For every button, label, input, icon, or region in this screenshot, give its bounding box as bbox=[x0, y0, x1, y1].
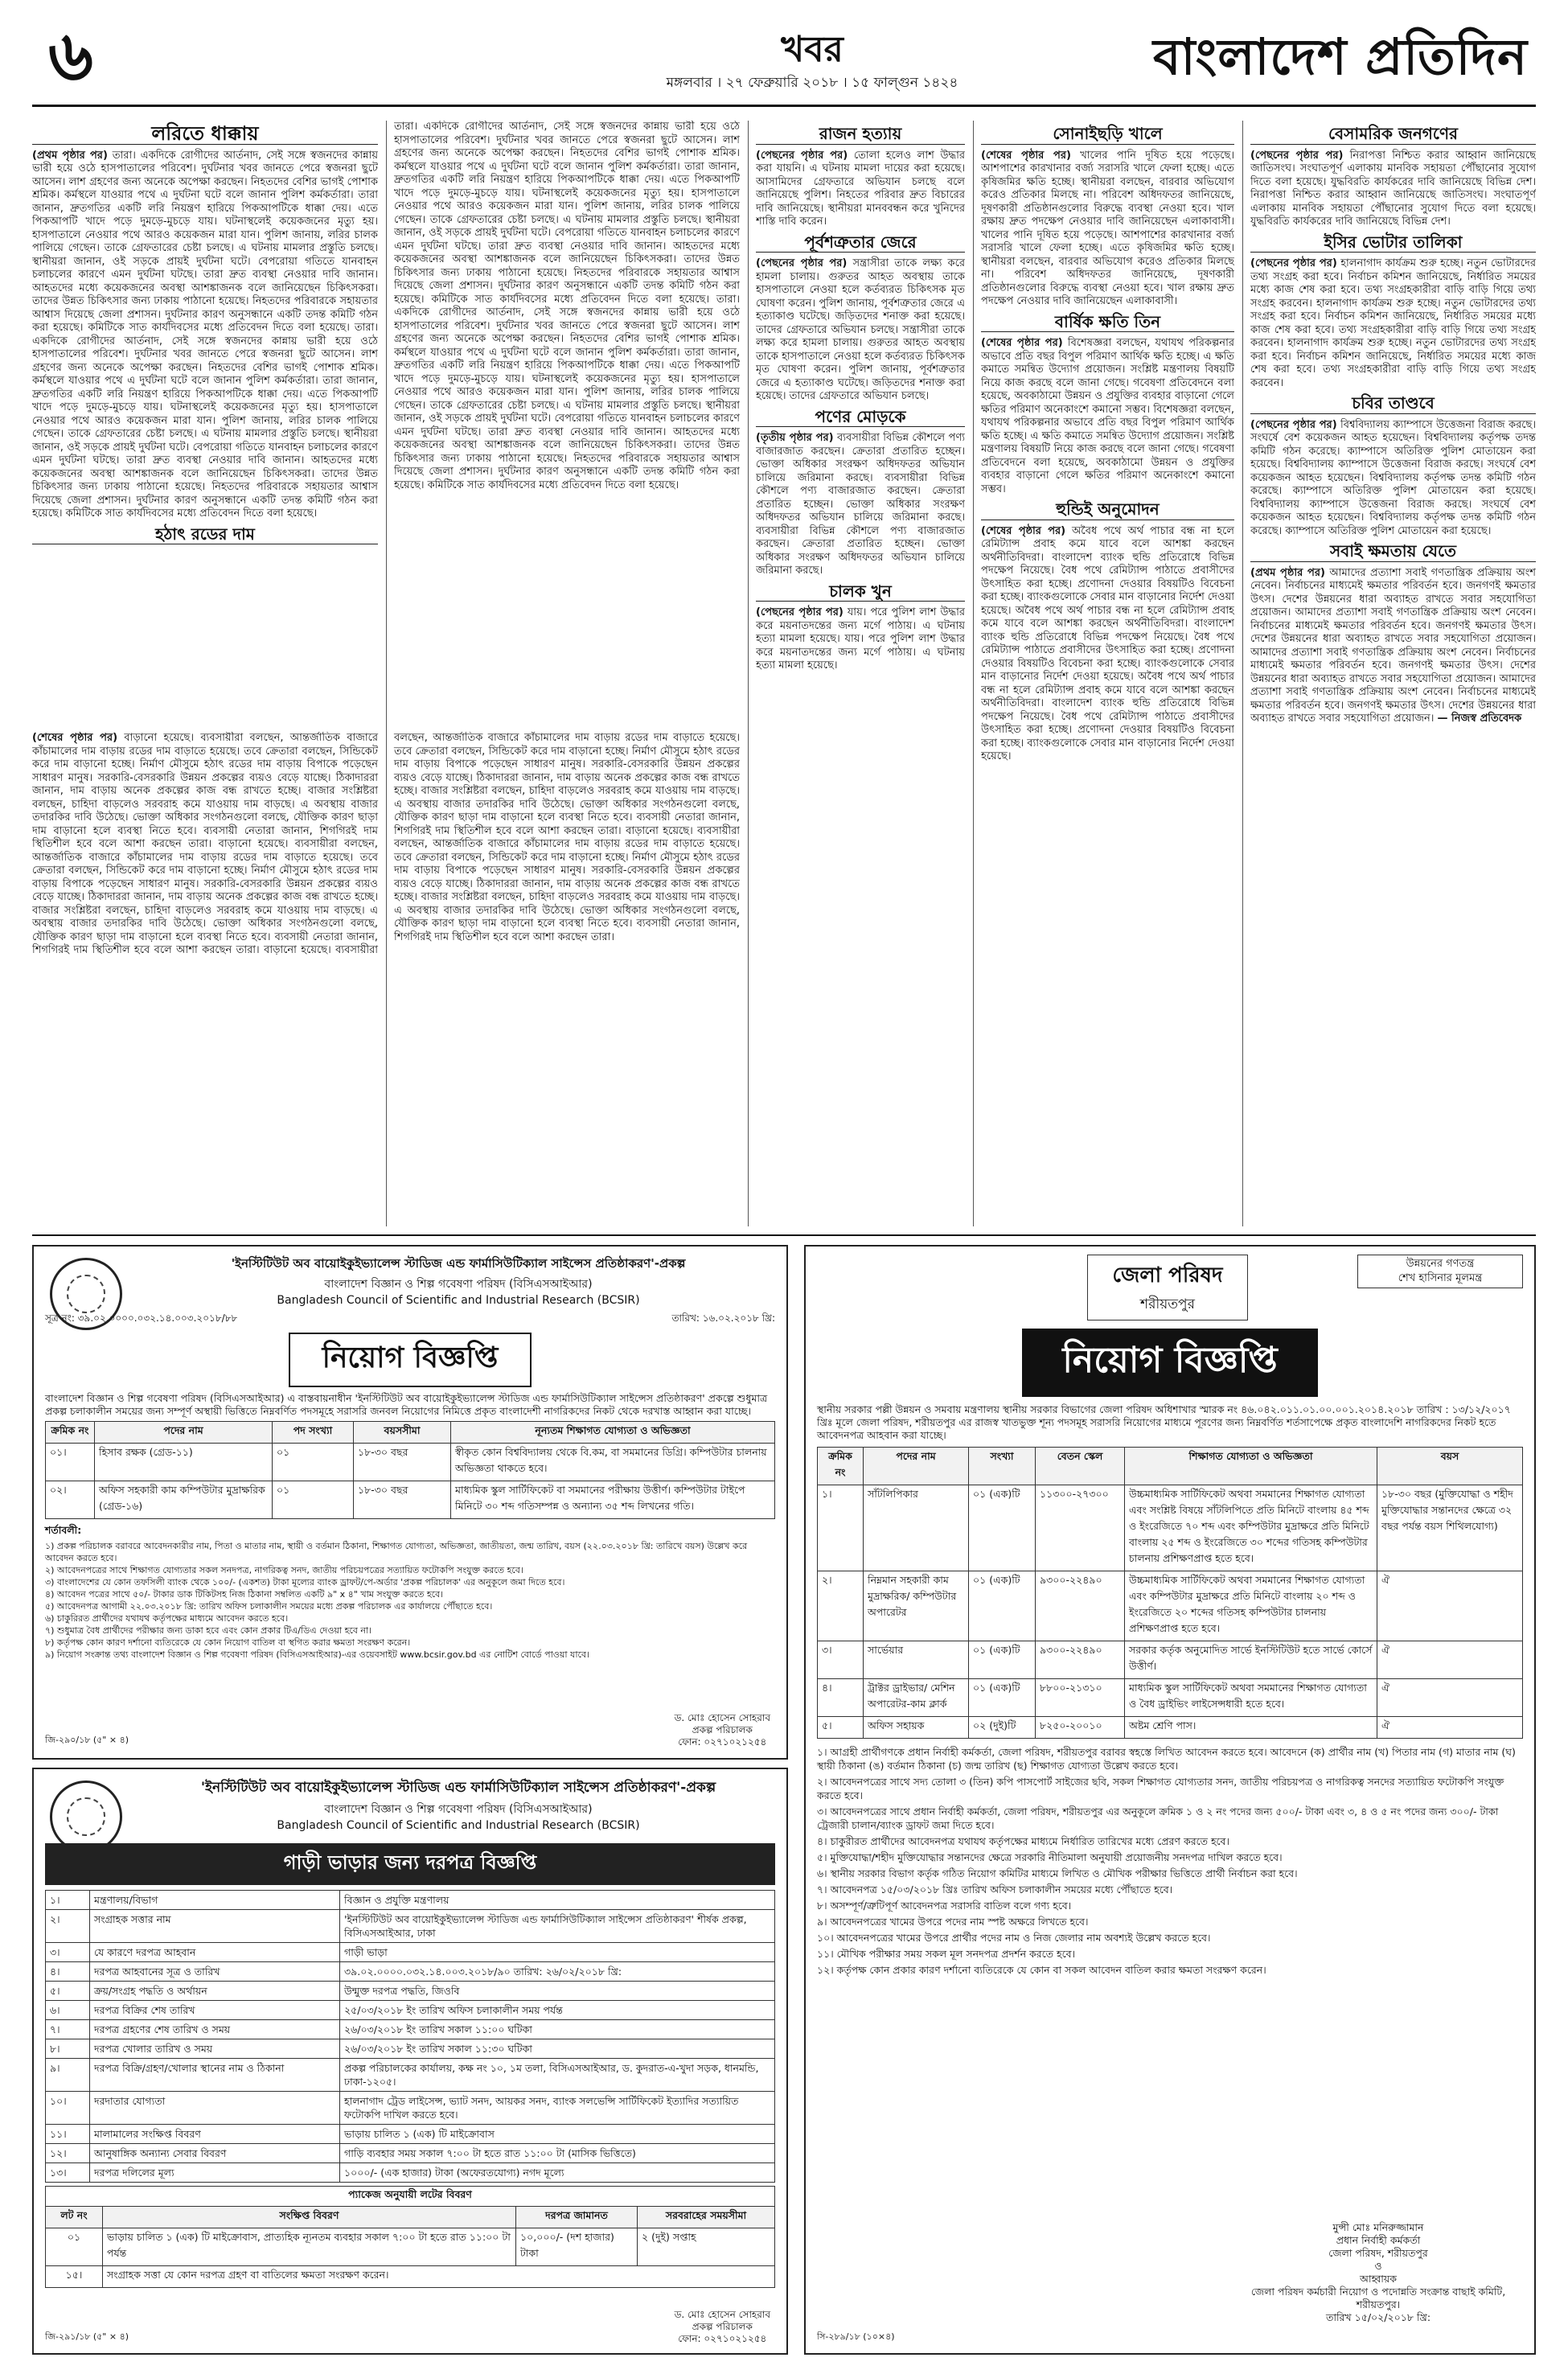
org-subtitle: বাংলাদেশ বিজ্ঞান ও শিল্প গবেষণা পরিষদ (বিসিএসআইআর) bbox=[324, 1278, 593, 1291]
table-cell: ৪। bbox=[46, 1962, 90, 1982]
article-body: (পেছনের পৃষ্ঠার পর) হালনাগাদ কার্যক্রম শুরু হচ্ছে। নতুন ভোটারদের তথ্য সংগ্রহ করা হবে। নির্বাচন কমিশন জানিয়েছে, নির্ধারিত সময়ের মধ্যে কাজ শেষ করা হবে। তথ্য সংগ্রহকারীরা বাড়ি বাড়ি গিয়ে তথ্য সংগ্রহ করবেন। হালনাগাদ কার্যক্রম শুরু হচ্ছে। নতুন ভোটারদের তথ্য সংগ্রহ করা হবে। নির্বাচন কমিশন জানিয়েছে, নির্ধারিত সময়ের মধ্যে কাজ শেষ করা হবে। তথ্য সংগ্রহকারীরা বাড়ি বাড়ি গিয়ে তথ্য সংগ্রহ করবেন। হালনাগাদ কার্যক্রম শুরু হচ্ছে। নতুন ভোটারদের তথ্য সংগ্রহ করা হবে। নির্বাচন কমিশন জানিয়েছে, নির্ধারিত সময়ের মধ্যে কাজ শেষ করা হবে। তথ্য সংগ্রহকারীরা বাড়ি বাড়ি গিয়ে তথ্য সংগ্রহ করবেন। bbox=[1250, 257, 1536, 389]
article-headline: পূর্বশত্রুতার জেরে bbox=[756, 234, 965, 253]
table-cell: ০১ (এক)টি bbox=[969, 1485, 1036, 1571]
org-english-name: Bangladesh Council of Scientific and Industrial Research (BCSIR) bbox=[277, 1819, 640, 1832]
table-cell: ১০০০/- (এক হাজার) টাকা (অফেরতযোগ্য) নগদ মূল্যে bbox=[340, 2163, 775, 2183]
signer-name: মুন্সী মোঃ মনিরুজ্জামান bbox=[1332, 2221, 1424, 2233]
table-row bbox=[818, 1717, 1523, 1739]
table-cell: ৫। bbox=[46, 1982, 90, 2001]
table-header: ক্রমিক নং bbox=[818, 1448, 864, 1485]
lot-title: প্যাকেজ অনুযায়ী লটের বিবরণ bbox=[45, 2186, 775, 2206]
article-headline: চালক খুন bbox=[756, 583, 965, 602]
table-cell: ঐ bbox=[1377, 1679, 1523, 1717]
issue-date: মঙ্গলবার । ২৭ ফেব্রুয়ারি ২০১৮ । ১৫ ফাল্গুন ১৪২৪ bbox=[666, 75, 958, 91]
table-cell: ০১ (এক)টি bbox=[969, 1679, 1036, 1717]
ad-reference: জি-২৯১/১৮ (৫" × ৪) bbox=[45, 2331, 129, 2342]
signature-block bbox=[675, 1712, 770, 1748]
table-cell: ১। bbox=[818, 1485, 864, 1571]
column-4 bbox=[981, 121, 1234, 1226]
table-cell: নিম্নমান সহকারী কাম মুদ্রাক্ষরিক/ কম্পিউটার অপারেটর bbox=[864, 1571, 969, 1641]
table-header: সংখ্যা bbox=[969, 1448, 1036, 1485]
signer-phone: ফোন: ০২৭১০২১২৫৪ bbox=[678, 2333, 767, 2344]
job-advertisement-bcsir bbox=[32, 1245, 788, 1760]
table-cell: ৮২৫০-২০০১০ bbox=[1036, 1717, 1125, 1739]
table-cell: প্রকল্প পরিচালকের কার্যালয়, কক্ষ নং ১০, ১ম তলা, বিসিএসআইআর, ড. কুদরাত-এ-খুদা সড়ক, ধানমন্ডি, ঢাকা-১২০৫। bbox=[340, 2059, 775, 2092]
ad-reference: সি-২৮৯/১৮ (১০×৪) bbox=[817, 2331, 895, 2342]
table-cell: গাড়ি ব্যবহার সময় সকাল ৭:০০ টা হতে রাত ১১:০০ টা (মাসিক ভিত্তিতে) bbox=[340, 2144, 775, 2163]
table-cell: বিজ্ঞান ও প্রযুক্তি মন্ত্রণালয় bbox=[340, 1891, 775, 1910]
signer-role: আহ্বায়ক bbox=[1360, 2273, 1397, 2285]
table-cell: ট্রাক্টর ড্রাইভার/ মেশিন অপারেটর-কাম ক্লার্ক bbox=[864, 1679, 969, 1717]
article-body: (পেছনের পৃষ্ঠার পর) বিশ্ববিদ্যালয় ক্যাম্পাসে উত্তেজনা বিরাজ করছে। সংঘর্ষে বেশ কয়েকজন আহত হয়েছেন। বিশ্ববিদ্যালয় কর্তৃপক্ষ তদন্ত কমিটি গঠন করেছে। ক্যাম্পাসে অতিরিক্ত পুলিশ মোতায়েন করা হয়েছে। বিশ্ববিদ্যালয় ক্যাম্পাসে উত্তেজনা বিরাজ করছে। সংঘর্ষে বেশ কয়েকজন আহত হয়েছেন। বিশ্ববিদ্যালয় কর্তৃপক্ষ তদন্ত কমিটি গঠন করেছে। ক্যাম্পাসে অতিরিক্ত পুলিশ মোতায়েন করা হয়েছে। বিশ্ববিদ্যালয় ক্যাম্পাসে উত্তেজনা বিরাজ করছে। সংঘর্ষে বেশ কয়েকজন আহত হয়েছেন। বিশ্ববিদ্যালয় কর্তৃপক্ষ তদন্ত কমিটি গঠন করেছে। ক্যাম্পাসে অতিরিক্ত পুলিশ মোতায়েন করা হয়েছে। bbox=[1250, 418, 1536, 537]
condition-item: ২। আবেদনপত্রের সাথে সদ্য তোলা ৩ (তিন) কপি পাসপোর্ট সাইজের ছবি, সকল শিক্ষাগত যোগ্যতার সনদ, জাতীয় পরিচয়পত্র ও নাগরিকত্ব সনদের সত্যায়িত ফটোকপি সংযুক্ত করতে হবে। bbox=[817, 1776, 1504, 1801]
article-body: (শেষের পৃষ্ঠার পর) খালের পানি দূষিত হয়ে পড়েছে। আশপাশের কারখানার বর্জ্য সরাসরি খালে ফেলা হচ্ছে। এতে কৃষিজমির ক্ষতি হচ্ছে। স্থানীয়রা বলছেন, বারবার অভিযোগ করেও প্রতিকার মিলছে না। পরিবেশ অধিদফতর জানিয়েছে, দূষণকারী প্রতিষ্ঠানগুলোর বিরুদ্ধে ব্যবস্থা নেওয়া হবে। খাল রক্ষায় দ্রুত পদক্ষেপ নেওয়ার দাবি জানিয়েছেন এলাকাবাসী। খালের পানি দূষিত হয়ে পড়েছে। আশপাশের কারখানার বর্জ্য সরাসরি খালে ফেলা হচ্ছে। এতে কৃষিজমির ক্ষতি হচ্ছে। স্থানীয়রা বলছেন, বারবার অভিযোগ করেও প্রতিকার মিলছে না। পরিবেশ অধিদফতর জানিয়েছে, দূষণকারী প্রতিষ্ঠানগুলোর বিরুদ্ধে ব্যবস্থা নেওয়া হবে। খাল রক্ষায় দ্রুত পদক্ষেপ নেওয়ার দাবি জানিয়েছেন এলাকাবাসী। bbox=[981, 149, 1234, 307]
table-row: ০১ ভাড়ায় চালিত ১ (এক) টি মাইক্রোবাস, প্রাত্যহিক ন্যূনতম ব্যবহার সকাল ৭:০০ টা হতে রাত ১১:০০ টা পর্যন্ত ১০,০০০/- (দশ হাজার) টাকা ২ (দুই) সপ্তাহ bbox=[46, 2228, 775, 2266]
signature-block bbox=[675, 2309, 770, 2345]
condition-item: ৮। অসম্পূর্ণ/ত্রুটিপূর্ণ আবেদনপত্র সরাসরি বাতিল বলে গণ্য হবে। bbox=[817, 1900, 1072, 1912]
table-cell: ৪। bbox=[818, 1679, 864, 1717]
job-advertisement-zila-parishad bbox=[804, 1245, 1536, 2355]
sign-date: তারিখ ১৫/০২/২০১৮ খ্রি: bbox=[1325, 2311, 1431, 2323]
terms-title: শর্তাবলী: bbox=[45, 1524, 82, 1536]
table-cell: ১২। bbox=[46, 2144, 90, 2163]
table-cell: ৭। bbox=[46, 2020, 90, 2039]
ad-title: নিয়োগ বিজ্ঞপ্তি bbox=[1022, 1329, 1317, 1397]
table-cell: সার্ভেয়ার bbox=[864, 1641, 969, 1679]
table-row bbox=[818, 1679, 1523, 1717]
memo-number: সূত্র নং: ৩৯.০২.০০০০.০৩২.১৪.০০৩.২০১৮/৮৮ bbox=[45, 1312, 238, 1324]
article-headline: বেসামরিক জনগণের bbox=[1250, 125, 1536, 145]
signer-conjunction: ও bbox=[1374, 2260, 1382, 2272]
table-row bbox=[46, 2144, 775, 2163]
table-header: সরবরাহের সময়সীমা bbox=[638, 2207, 775, 2228]
signer-role: প্রধান নির্বাহী কর্মকর্তা bbox=[1336, 2234, 1421, 2246]
org-english-name: Bangladesh Council of Scientific and Industrial Research (BCSIR) bbox=[277, 1294, 640, 1307]
table-row bbox=[46, 1982, 775, 2001]
article-body: তারা। একদিকে রোগীদের আর্তনাদ, সেই সঙ্গে স্বজনদের কান্নায় ভারী হয়ে ওঠে হাসপাতালের পরিবেশ। দুর্ঘটনার খবর জানতে পেরে স্বজনরা ছুটে আসেন। লাশ গ্রহণের জন্য অনেকে অপেক্ষা করছেন। নিহতদের বেশির ভাগই পোশাক শ্রমিক। কর্মস্থলে যাওয়ার পথে এ দুর্ঘটনা ঘটে বলে জানান পুলিশ কর্মকর্তারা। তারা জানান, দ্রুতগতির একটি লরি নিয়ন্ত্রণ হারিয়ে পিকআপটিকে ধাক্কা দেয়। এতে পিকআপটি খাদে পড়ে দুমড়ে-মুচড়ে যায়। ঘটনাস্থলেই কয়েকজনের মৃত্যু হয়। হাসপাতালে নেওয়ার পথে আরও কয়েকজন মারা যান। পুলিশ জানায়, লরির চালক পালিয়ে গেছেন। তাকে গ্রেফতারের চেষ্টা চলছে। এ ঘটনায় মামলার প্রস্তুতি চলছে। স্থানীয়রা জানান, ওই সড়কে প্রায়ই দুর্ঘটনা ঘটে। বেপরোয়া গতিতে যানবাহন চলাচলের কারণে এমন দুর্ঘটনা ঘটছে। তারা দ্রুত ব্যবস্থা নেওয়ার দাবি জানান। আহতদের মধ্যে কয়েকজনের অবস্থা আশঙ্কাজনক বলে জানিয়েছেন চিকিৎসকরা। তাদের উন্নত চিকিৎসার জন্য ঢাকায় পাঠানো হয়েছে। নিহতদের পরিবারকে সহায়তার আশ্বাস দিয়েছে জেলা প্রশাসন। দুর্ঘটনার কারণ অনুসন্ধানে একটি তদন্ত কমিটি গঠন করা হয়েছে। কমিটিকে সাত কার্যদিবসের মধ্যে প্রতিবেদন দিতে বলা হয়েছে। তারা। একদিকে রোগীদের আর্তনাদ, সেই সঙ্গে স্বজনদের কান্নায় ভারী হয়ে ওঠে হাসপাতালের পরিবেশ। দুর্ঘটনার খবর জানতে পেরে স্বজনরা ছুটে আসেন। লাশ গ্রহণের জন্য অনেকে অপেক্ষা করছেন। নিহতদের বেশির ভাগই পোশাক শ্রমিক। কর্মস্থলে যাওয়ার পথে এ দুর্ঘটনা ঘটে বলে জানান পুলিশ কর্মকর্তারা। তারা জানান, দ্রুতগতির একটি লরি নিয়ন্ত্রণ হারিয়ে পিকআপটিকে ধাক্কা দেয়। এতে পিকআপটি খাদে পড়ে দুমড়ে-মুচড়ে যায়। ঘটনাস্থলেই কয়েকজনের মৃত্যু হয়। হাসপাতালে নেওয়ার পথে আরও কয়েকজন মারা যান। পুলিশ জানায়, লরির চালক পালিয়ে গেছেন। তাকে গ্রেফতারের চেষ্টা চলছে। এ ঘটনায় মামলার প্রস্তুতি চলছে। স্থানীয়রা জানান, ওই সড়কে প্রায়ই দুর্ঘটনা ঘটে। বেপরোয়া গতিতে যানবাহন চলাচলের কারণে এমন দুর্ঘটনা ঘটছে। তারা দ্রুত ব্যবস্থা নেওয়ার দাবি জানান। আহতদের মধ্যে কয়েকজনের অবস্থা আশঙ্কাজনক বলে জানিয়েছেন চিকিৎসকরা। তাদের উন্নত চিকিৎসার জন্য ঢাকায় পাঠানো হয়েছে। নিহতদের পরিবারকে সহায়তার আশ্বাস দিয়েছে জেলা প্রশাসন। দুর্ঘটনার কারণ অনুসন্ধানে একটি তদন্ত কমিটি গঠন করা হয়েছে। কমিটিকে সাত কার্যদিবসের মধ্যে প্রতিবেদন দিতে বলা হয়েছে। bbox=[394, 121, 740, 491]
signer-org: জেলা পরিষদ, শরীয়তপুর bbox=[1328, 2247, 1428, 2259]
signer-name: ড. মোঃ হোসেন সোহরাব bbox=[674, 2309, 770, 2320]
table-cell: ৩। bbox=[46, 1943, 90, 1962]
slogan: শেখ হাসিনার মূলমন্ত্র bbox=[1398, 1272, 1483, 1284]
article-body: (তৃতীয় পৃষ্ঠার পর) ব্যবসায়ীরা বিভিন্ন কৌশলে পণ্য বাজারজাত করছেন। ক্রেতারা প্রতারিত হচ্ছেন। ভোক্তা অধিকার সংরক্ষণ অধিদফতর অভিযান চালিয়ে জরিমানা করছে। ব্যবসায়ীরা বিভিন্ন কৌশলে পণ্য বাজারজাত করছেন। ক্রেতারা প্রতারিত হচ্ছেন। ভোক্তা অধিকার সংরক্ষণ অধিদফতর অভিযান চালিয়ে জরিমানা করছে। ব্যবসায়ীরা বিভিন্ন কৌশলে পণ্য বাজারজাত করছেন। ক্রেতারা প্রতারিত হচ্ছেন। ভোক্তা অধিকার সংরক্ষণ অধিদফতর অভিযান চালিয়ে জরিমানা করছে। bbox=[756, 432, 965, 577]
org-subtitle: বাংলাদেশ বিজ্ঞান ও শিল্প গবেষণা পরিষদ (বিসিএসআইআর) bbox=[324, 1803, 593, 1816]
article-body: (পেছনের পৃষ্ঠার পর) তোলা হলেও লাশ উদ্ধার করা যায়নি। এ ঘটনায় মামলা দায়ের করা হয়েছে। আসামিদের গ্রেফতারে অভিযান চলছে বলে জানিয়েছে পুলিশ। নিহতের পরিবার দ্রুত বিচারের দাবি জানিয়েছে। স্থানীয়রা মানববন্ধন করে খুনিদের শাস্তি দাবি করেন। bbox=[756, 149, 965, 228]
table-cell: ২৬/০৩/২০১৮ ইং তারিখ সকাল ১১:০০ ঘটিকা bbox=[340, 2020, 775, 2039]
article-headline: সবাই ক্ষমতায় যেতে bbox=[1250, 543, 1536, 562]
table-cell: ঐ bbox=[1377, 1641, 1523, 1679]
article-body: (শেষের পৃষ্ঠার পর) বাড়ানো হয়েছে। ব্যবসায়ীরা বলছেন, আন্তর্জাতিক বাজারে কাঁচামালের দাম বাড়ায় রডের দাম বাড়াতে হয়েছে। তবে ক্রেতারা বলছেন, সিন্ডিকেট করে দাম বাড়ানো হচ্ছে। নির্মাণ মৌসুমে হঠাৎ রডের দাম বাড়ায় বিপাকে পড়েছেন সাধারণ মানুষ। সরকারি-বেসরকারি উন্নয়ন প্রকল্পের ব্যয়ও বেড়ে যাচ্ছে। ঠিকাদাররা জানান, দাম বাড়ায় অনেক প্রকল্পের কাজ বন্ধ রাখতে হচ্ছে। বাজার সংশ্লিষ্টরা বলছেন, চাহিদা বাড়লেও সরবরাহ কমে যাওয়ায় দাম বাড়ছে। এ অবস্থায় বাজার তদারকির দাবি উঠেছে। ভোক্তা অধিকার সংগঠনগুলো বলছে, যৌক্তিক কারণ ছাড়া দাম বাড়ানো হলে ব্যবস্থা নিতে হবে। ব্যবসায়ী নেতারা জানান, শিগগিরই দাম স্থিতিশীল হবে বলে আশা করছেন তারা। বাড়ানো হয়েছে। ব্যবসায়ীরা বলছেন, আন্তর্জাতিক বাজারে কাঁচামালের দাম বাড়ায় রডের দাম বাড়াতে হয়েছে। তবে ক্রেতারা বলছেন, সিন্ডিকেট করে দাম বাড়ানো হচ্ছে। নির্মাণ মৌসুমে হঠাৎ রডের দাম বাড়ায় বিপাকে পড়েছেন সাধারণ মানুষ। সরকারি-বেসরকারি উন্নয়ন প্রকল্পের ব্যয়ও বেড়ে যাচ্ছে। ঠিকাদাররা জানান, দাম বাড়ায় অনেক প্রকল্পের কাজ বন্ধ রাখতে হচ্ছে। বাজার সংশ্লিষ্টরা বলছেন, চাহিদা বাড়লেও সরবরাহ কমে যাওয়ায় দাম বাড়ছে। এ অবস্থায় বাজার তদারকির দাবি উঠেছে। ভোক্তা অধিকার সংগঠনগুলো বলছে, যৌক্তিক কারণ ছাড়া দাম বাড়ানো হলে ব্যবস্থা নিতে হবে। ব্যবসায়ী নেতারা জানান, শিগগিরই দাম স্থিতিশীল হবে বলে আশা করছেন তারা। বাড়ানো হয়েছে। ব্যবসায়ীরা বলছেন, আন্তর্জাতিক বাজারে কাঁচামালের দাম বাড়ায় রডের দাম বাড়াতে হয়েছে। তবে ক্রেতারা বলছেন, সিন্ডিকেট করে দাম বাড়ানো হচ্ছে। নির্মাণ মৌসুমে হঠাৎ রডের দাম বাড়ায় বিপাকে পড়েছেন সাধারণ মানুষ। সরকারি-বেসরকারি উন্নয়ন প্রকল্পের ব্যয়ও বেড়ে যাচ্ছে। ঠিকাদাররা জানান, দাম বাড়ায় অনেক প্রকল্পের কাজ বন্ধ রাখতে হচ্ছে। বাজার সংশ্লিষ্টরা বলছেন, চাহিদা বাড়লেও সরবরাহ কমে যাওয়ায় দাম বাড়ছে। এ অবস্থায় বাজার তদারকির দাবি উঠেছে। ভোক্তা অধিকার সংগঠনগুলো বলছে, যৌক্তিক কারণ ছাড়া দাম বাড়ানো হলে ব্যবস্থা নিতে হবে। ব্যবসায়ী নেতারা জানান, শিগগিরই দাম স্থিতিশীল হবে বলে আশা করছেন তারা। বাড়ানো হয়েছে। ব্যবসায়ীরা বলছেন, আন্তর্জাতিক বাজারে কাঁচামালের দাম বাড়ায় রডের দাম বাড়াতে হয়েছে। তবে ক্রেতারা বলছেন, সিন্ডিকেট করে দাম বাড়ানো হচ্ছে। নির্মাণ মৌসুমে হঠাৎ রডের দাম বাড়ায় বিপাকে পড়েছেন সাধারণ মানুষ। সরকারি-বেসরকারি উন্নয়ন প্রকল্পের ব্যয়ও বেড়ে যাচ্ছে। ঠিকাদাররা জানান, দাম বাড়ায় অনেক প্রকল্পের কাজ বন্ধ রাখতে হচ্ছে। বাজার সংশ্লিষ্টরা বলছেন, চাহিদা বাড়লেও সরবরাহ কমে যাওয়ায় দাম বাড়ছে। এ অবস্থায় বাজার তদারকির দাবি উঠেছে। ভোক্তা অধিকার সংগঠনগুলো বলছে, যৌক্তিক কারণ ছাড়া দাম বাড়ানো হলে ব্যবস্থা নিতে হবে। ব্যবসায়ী নেতারা জানান, শিগগিরই দাম স্থিতিশীল হবে বলে আশা করছেন তারা। bbox=[32, 732, 740, 956]
condition-item: ৫। মুক্তিযোদ্ধা/শহীদ মুক্তিযোদ্ধার সন্তানদের ক্ষেত্রে সরকারি নীতিমালা অনুযায়ী প্রয়োজনীয় সনদপত্র দাখিল করতে হবে। bbox=[817, 1851, 1283, 1863]
table-row bbox=[46, 2125, 775, 2144]
table-cell: মন্ত্রণালয়/বিভাগ bbox=[90, 1891, 340, 1910]
article-body: (প্রথম পৃষ্ঠার পর) তারা। একদিকে রোগীদের আর্তনাদ, সেই সঙ্গে স্বজনদের কান্নায় ভারী হয়ে ওঠে হাসপাতালের পরিবেশ। দুর্ঘটনার খবর জানতে পেরে স্বজনরা ছুটে আসেন। লাশ গ্রহণের জন্য অনেকে অপেক্ষা করছেন। নিহতদের বেশির ভাগই পোশাক শ্রমিক। কর্মস্থলে যাওয়ার পথে এ দুর্ঘটনা ঘটে বলে জানান পুলিশ কর্মকর্তারা। তারা জানান, দ্রুতগতির একটি লরি নিয়ন্ত্রণ হারিয়ে পিকআপটিকে ধাক্কা দেয়। এতে পিকআপটি খাদে পড়ে দুমড়ে-মুচড়ে যায়। ঘটনাস্থলেই কয়েকজনের মৃত্যু হয়। হাসপাতালে নেওয়ার পথে আরও কয়েকজন মারা যান। পুলিশ জানায়, লরির চালক পালিয়ে গেছেন। তাকে গ্রেফতারের চেষ্টা চলছে। এ ঘটনায় মামলার প্রস্তুতি চলছে। স্থানীয়রা জানান, ওই সড়কে প্রায়ই দুর্ঘটনা ঘটে। বেপরোয়া গতিতে যানবাহন চলাচলের কারণে এমন দুর্ঘটনা ঘটছে। তারা দ্রুত ব্যবস্থা নেওয়ার দাবি জানান। আহতদের মধ্যে কয়েকজনের অবস্থা আশঙ্কাজনক বলে জানিয়েছেন চিকিৎসকরা। তাদের উন্নত চিকিৎসার জন্য ঢাকায় পাঠানো হয়েছে। নিহতদের পরিবারকে সহায়তার আশ্বাস দিয়েছে জেলা প্রশাসন। দুর্ঘটনার কারণ অনুসন্ধানে একটি তদন্ত কমিটি গঠন করা হয়েছে। কমিটিকে সাত কার্যদিবসের মধ্যে প্রতিবেদন দিতে বলা হয়েছে। তারা। একদিকে রোগীদের আর্তনাদ, সেই সঙ্গে স্বজনদের কান্নায় ভারী হয়ে ওঠে হাসপাতালের পরিবেশ। দুর্ঘটনার খবর জানতে পেরে স্বজনরা ছুটে আসেন। লাশ গ্রহণের জন্য অনেকে অপেক্ষা করছেন। নিহতদের বেশির ভাগই পোশাক শ্রমিক। কর্মস্থলে যাওয়ার পথে এ দুর্ঘটনা ঘটে বলে জানান পুলিশ কর্মকর্তারা। তারা জানান, দ্রুতগতির একটি লরি নিয়ন্ত্রণ হারিয়ে পিকআপটিকে ধাক্কা দেয়। এতে পিকআপটি খাদে পড়ে দুমড়ে-মুচড়ে যায়। ঘটনাস্থলেই কয়েকজনের মৃত্যু হয়। হাসপাতালে নেওয়ার পথে আরও কয়েকজন মারা যান। পুলিশ জানায়, লরির চালক পালিয়ে গেছেন। তাকে গ্রেফতারের চেষ্টা চলছে। এ ঘটনায় মামলার প্রস্তুতি চলছে। স্থানীয়রা জানান, ওই সড়কে প্রায়ই দুর্ঘটনা ঘটে। বেপরোয়া গতিতে যানবাহন চলাচলের কারণে এমন দুর্ঘটনা ঘটছে। তারা দ্রুত ব্যবস্থা নেওয়ার দাবি জানান। আহতদের মধ্যে কয়েকজনের অবস্থা আশঙ্কাজনক বলে জানিয়েছেন চিকিৎসকরা। তাদের উন্নত চিকিৎসার জন্য ঢাকায় পাঠানো হয়েছে। নিহতদের পরিবারকে সহায়তার আশ্বাস দিয়েছে জেলা প্রশাসন। দুর্ঘটনার কারণ অনুসন্ধানে একটি তদন্ত কমিটি গঠন করা হয়েছে। কমিটিকে সাত কার্যদিবসের মধ্যে প্রতিবেদন দিতে বলা হয়েছে। bbox=[32, 149, 378, 520]
article-body: (পেছনের পৃষ্ঠার পর) যায়। পরে পুলিশ লাশ উদ্ধার করে ময়নাতদন্তের জন্য মর্গে পাঠায়। এ ঘটনায় হত্যা মামলা হয়েছে। যায়। পরে পুলিশ লাশ উদ্ধার করে ময়নাতদন্তের জন্য মর্গে পাঠায়। এ ঘটনায় হত্যা মামলা হয়েছে। bbox=[756, 606, 965, 672]
condition-item: ১১। মৌখিক পরীক্ষার সময় সকল মূল সনদপত্র প্রদর্শন করতে হবে। bbox=[817, 1948, 1076, 1960]
bcsir-logo-icon bbox=[50, 1780, 122, 1853]
table-cell: উচ্চমাধ্যমিক সার্টিফিকেট অথবা সমমানের শিক্ষাগত যোগ্যতা এবং কম্পিউটার মুদ্রাক্ষরে প্রতি মিনিটে বাংলায় ২০ শব্দ ও ইংরেজিতে ২০ শব্দের গতিসহ কম্পিউটার চালনায় প্রশিক্ষণপ্রাপ্ত হতে হবে। bbox=[1125, 1571, 1377, 1641]
table-cell: ২। bbox=[818, 1571, 864, 1641]
job-table bbox=[817, 1447, 1523, 1739]
table-cell: ঐ bbox=[1377, 1717, 1523, 1739]
job-table bbox=[45, 1421, 775, 1519]
table-header: পদের নাম bbox=[95, 1422, 273, 1444]
table-cell: সংগ্রাহক সত্তার নাম bbox=[90, 1910, 340, 1943]
slogan: উন্নয়নের গণতন্ত্র bbox=[1406, 1258, 1475, 1270]
org-name: 'ইনস্টিটিউট অব বায়োইকুইভ্যালেন্স স্টাডিজ এন্ড ফার্মাসিউটিক্যাল সাইন্সেস প্রতিষ্ঠাকরণ'-প্রকল্প bbox=[200, 1780, 716, 1796]
table-cell: ঐ bbox=[1377, 1571, 1523, 1641]
table-cell: আনুষাঙ্গিক অন্যান্য সেবার বিবরণ bbox=[90, 2144, 340, 2163]
table-header: পদের নাম bbox=[864, 1448, 969, 1485]
table-row bbox=[818, 1571, 1523, 1641]
condition-item: ৭। আবেদনপত্র ১৫/০৩/২০১৮ খ্রিঃ তারিখ অফিস চলাকালীন সময়ের মধ্যে পৌঁছাতে হবে। bbox=[817, 1883, 1173, 1896]
tender-table bbox=[45, 1890, 775, 2183]
table-row bbox=[818, 1485, 1523, 1571]
table-cell: ১। bbox=[46, 1891, 90, 1910]
ad-title: গাড়ী ভাড়ার জন্য দরপত্র বিজ্ঞপ্তি bbox=[45, 1843, 775, 1885]
ad-title: নিয়োগ বিজ্ঞপ্তি bbox=[289, 1333, 532, 1387]
table-cell: হালনাগাদ ট্রেড লাইসেন্স, ভ্যাট সনদ, আয়কর সনদ, ব্যাংক সলভেন্সি সার্টিফিকেট ইত্যাদির সত্যায়িত ফটোকপি দাখিল করতে হবে। bbox=[340, 2092, 775, 2125]
table-cell: উচ্চমাধ্যমিক সার্টিফিকেট অথবা সমমানের শিক্ষাগত যোগ্যতা এবং সংশ্লিষ্ট বিষয়ে সাঁটলিপিতে প্রতি মিনিটে বাংলায় ৪৫ শব্দ ও ইংরেজিতে ৭০ শব্দ এবং কম্পিউটার মুদ্রাক্ষরে প্রতি মিনিটে বাংলায় ২৫ শব্দ ও ইংরেজিতে ৩০ শব্দের গতিসহ কম্পিউটার চালনায় প্রশিক্ষণপ্রাপ্ত হতে হবে। bbox=[1125, 1485, 1377, 1571]
terms-list: ১) প্রকল্প পরিচালক বরাবরে আবেদনকারীর নাম, পিতা ও মাতার নাম, স্থায়ী ও বর্তমান ঠিকানা, শিক্ষাগত যোগ্যতা, অভিজ্ঞতা, জাতীয়তা, জন্ম তারিখ, বয়স (২২.০৩.২০১৮ খ্রি: তারিখে বয়স) উল্লেখ করে আবেদন করতে হবে। ২) আবেদনপত্রের সাথে শিক্ষাগত যোগ্যতার সকল সনদপত্র, নাগরিকত্ব সনদ, জাতীয় পরিচয়পত্রের সত্যায়িত ফটোকপি সংযুক্ত করতে হবে। ৩) বাংলাদেশের যে কোন তফসিলী ব্যাংক থেকে ১০০/- (একশত) টাকা মূল্যের ব্যাংক ড্রাফট/পে-অর্ডার 'প্রকল্প পরিচালক' এর অনুকূলে জমা দিতে হবে। ৪) আবেদন পত্রের সাথে ৫০/- টাকার ডাক টিকিটসহ নিজ ঠিকানা সম্বলিত একটি ৯" x ৪" খাম সংযুক্ত করতে হবে। ৫) আবেদনপত্র আগামী ২২.০৩.২০১৮ খ্রি: তারিখ অফিস চলাকালীন সময়ের মধ্যে প্রকল্প পরিচালক এর কার্যালয়ে পৌঁছাতে হবে। ৬) চাকুরিরত প্রার্থীদের যথাযথ কর্তৃপক্ষের মাধ্যমে আবেদন করতে হবে। ৭) শুধুমাত্র বৈধ প্রার্থীদের পরীক্ষার জন্য ডাকা হবে এবং কোন প্রকার টিএ/ডিএ দেওয়া হবে না। ৮) কর্তৃপক্ষ কোন কারণ দর্শানো ব্যতিরেকে যে কোন নিয়োগ বাতিল বা স্থগিত করার ক্ষমতা সংরক্ষণ করেন। ৯) নিয়োগ সংক্রান্ত তথ্য বাংলাদেশ বিজ্ঞান ও শিল্প গবেষণা পরিষদ (বিসিএসআইআর)-এর ওয়েবসাইট www.bcsir.gov.bd এর নোটিশ বোর্ডে পাওয়া যাবে। bbox=[45, 1541, 748, 1660]
table-header: ক্রমিক নং bbox=[46, 1422, 95, 1444]
org-name: জেলা পরিষদ bbox=[1112, 1263, 1223, 1288]
newspaper-brand: বাংলাদেশ প্রতিদিন bbox=[1153, 27, 1528, 86]
table-cell: ১১৩০০-২৭৩০০ bbox=[1036, 1485, 1125, 1571]
table-cell: উন্মুক্ত দরপত্র পদ্ধতি, জিওবি bbox=[340, 1982, 775, 2001]
table-header: পদ সংখ্যা bbox=[273, 1422, 354, 1444]
table-cell: অফিস সহায়ক bbox=[864, 1717, 969, 1739]
signature-block bbox=[1242, 2221, 1515, 2324]
table-cell: ক্রয়/সংগ্রহ পদ্ধতি ও অর্থায়ন bbox=[90, 1982, 340, 2001]
table-row bbox=[46, 2163, 775, 2183]
table-header: সংক্ষিপ্ত বিবরণ bbox=[103, 2207, 516, 2228]
org-place: শরীয়তপুর bbox=[1140, 1296, 1195, 1312]
signer-org: জেলা পরিষদ কর্মচারী নিয়োগ ও পদোন্নতি সংক্রান্ত বাছাই কমিটি, শরীয়তপুর। bbox=[1250, 2286, 1506, 2310]
condition-item: ৩। আবেদনপত্রের সাথে প্রধান নির্বাহী কর্মকর্তা, জেলা পরিষদ, শরীয়তপুর এর অনুকূলে ক্রমিক ১ ও ২ নং পদের জন্য ৫০০/- টাকা এবং ৩, ৪ ও ৫ নং পদের জন্য ৩০০/- টাকা ট্রেজারী চালান/ব্যাংক ড্রাফট জমা দিতে হবে। bbox=[817, 1805, 1499, 1831]
article-headline: লরিতে ধাক্কায় bbox=[32, 125, 378, 145]
table-cell: ৯। bbox=[46, 2059, 90, 2092]
ad-intro: বাংলাদেশ বিজ্ঞান ও শিল্প গবেষণা পরিষদ (বিসিএসআইআর) এ বাস্তবায়নাধীন 'ইনস্টিটিউট অব বায়োইকুইভ্যালেন্স স্টাডিজ এন্ড ফার্মাসিউটিক্যাল সাইন্সেস প্রতিষ্ঠাকরণ' প্রকল্পে শুধুমাত্র প্রকল্প চলাকালীন সময়ের জন্য সম্পূর্ণ অস্থায়ী ভিত্তিতে নিম্নবর্ণিত পদসমূহে সরাসরি জনবল নিয়োগের নিমিত্তে প্রকৃত বাংলাদেশী নাগরিকদের নিকট থেকে দরখাস্ত আহ্বান করা যাচ্ছে। bbox=[45, 1392, 768, 1417]
ad-intro: স্থানীয় সরকার পল্লী উন্নয়ন ও সমবায় মন্ত্রণালয় স্থানীয় সরকার বিভাগের জেলা পরিষদ অধিশাখার স্মারক নং ৪৬.০৪২.০১১.০১.০০.০০১.২০১৪.২০১৮ তারিখ : ১৩/১২/২০১৭ খ্রিঃ মূলে জেলা পরিষদ, শরীয়তপুর এর রাজস্ব খাতভুক্ত শূন্য পদসমূহ সরাসরি নিয়োগের মাধ্যমে পূরণের জন্য নিম্নবর্ণিত শর্তসাপেক্ষে প্রকৃত বাংলাদেশি নাগরিকদের নিকট হতে আবেদনপত্র আহবান করা যাচ্ছে। bbox=[817, 1403, 1511, 1441]
bcsir-logo-icon bbox=[50, 1258, 122, 1330]
table-cell: ০১ (এক)টি bbox=[969, 1571, 1036, 1641]
condition-item: ৬। স্থানীয় সরকার বিভাগ কর্তৃক গঠিত নিয়োগ কমিটির মাধ্যমে লিখিত ও মৌখিক পরীক্ষার ভিত্তিতে প্রার্থী নির্বাচন করা হবে। bbox=[817, 1867, 1298, 1879]
table-cell: ৮। bbox=[46, 2039, 90, 2059]
article-headline: চবির তাণ্ডবে bbox=[1250, 395, 1536, 414]
table-row bbox=[818, 1641, 1523, 1679]
signer-role: প্রকল্প পরিচালক bbox=[692, 1724, 753, 1735]
article-body: (পেছনের পৃষ্ঠার পর) নিরাপত্তা নিশ্চিত করার আহ্বান জানিয়েছে জাতিসংঘ। সংঘাতপূর্ণ এলাকায় মানবিক সহায়তা পৌঁছানোর সুযোগ দিতে বলা হয়েছে। যুদ্ধবিরতি কার্যকরের দাবি জানিয়েছে বিভিন্ন দেশ। নিরাপত্তা নিশ্চিত করার আহ্বান জানিয়েছে জাতিসংঘ। সংঘাতপূর্ণ এলাকায় মানবিক সহায়তা পৌঁছানোর সুযোগ দিতে বলা হয়েছে। যুদ্ধবিরতি কার্যকরের দাবি জানিয়েছে বিভিন্ন দেশ। bbox=[1250, 149, 1536, 228]
table-cell: ২৬/০৩/২০১৮ ইং তারিখ সকাল ১১:৩০ ঘটিকা bbox=[340, 2039, 775, 2059]
condition-item: ১০। আবেদনপত্রের খামের উপরে প্রার্থীর পদের নাম ও নিজ জেলার নাম অবশ্যই উল্লেখ করতে হবে। bbox=[817, 1932, 1211, 1944]
column-3 bbox=[756, 121, 965, 1226]
table-cell: ৯৩০০-২২৪৯০ bbox=[1036, 1571, 1125, 1641]
article-body: (শেষের পৃষ্ঠার পর) অবৈধ পথে অর্থ পাচার বন্ধ না হলে রেমিট্যান্স প্রবাহ কমে যাবে বলে আশঙ্কা করছেন অর্থনীতিবিদরা। বাংলাদেশ ব্যাংক হুন্ডি প্রতিরোধে বিভিন্ন পদক্ষেপ নিয়েছে। বৈধ পথে রেমিট্যান্স পাঠাতে প্রবাসীদের উৎসাহিত করা হচ্ছে। প্রণোদনা দেওয়ার বিষয়টিও বিবেচনা করা হচ্ছে। ব্যাংকগুলোকে সেবার মান বাড়ানোর নির্দেশ দেওয়া হয়েছে। অবৈধ পথে অর্থ পাচার বন্ধ না হলে রেমিট্যান্স প্রবাহ কমে যাবে বলে আশঙ্কা করছেন অর্থনীতিবিদরা। বাংলাদেশ ব্যাংক হুন্ডি প্রতিরোধে বিভিন্ন পদক্ষেপ নিয়েছে। বৈধ পথে রেমিট্যান্স পাঠাতে প্রবাসীদের উৎসাহিত করা হচ্ছে। প্রণোদনা দেওয়ার বিষয়টিও বিবেচনা করা হচ্ছে। ব্যাংকগুলোকে সেবার মান বাড়ানোর নির্দেশ দেওয়া হয়েছে। অবৈধ পথে অর্থ পাচার বন্ধ না হলে রেমিট্যান্স প্রবাহ কমে যাবে বলে আশঙ্কা করছেন অর্থনীতিবিদরা। বাংলাদেশ ব্যাংক হুন্ডি প্রতিরোধে বিভিন্ন পদক্ষেপ নিয়েছে। বৈধ পথে রেমিট্যান্স পাঠাতে প্রবাসীদের উৎসাহিত করা হচ্ছে। প্রণোদনা দেওয়ার বিষয়টিও বিবেচনা করা হচ্ছে। ব্যাংকগুলোকে সেবার মান বাড়ানোর নির্দেশ দেওয়া হয়েছে। bbox=[981, 524, 1234, 762]
lot-table bbox=[45, 2206, 775, 2288]
article-headline: হঠাৎ রডের দাম bbox=[32, 526, 378, 545]
table-cell: ৮৮০০-২১৩১০ bbox=[1036, 1679, 1125, 1717]
table-header: বয়স bbox=[1377, 1448, 1523, 1485]
table-header: লট নং bbox=[46, 2207, 103, 2228]
condition-item: ৯। আবেদনপত্রের খামের উপরে পদের নাম স্পষ্ট অক্ষরে লিখতে হবে। bbox=[817, 1916, 1089, 1928]
table-row bbox=[46, 2092, 775, 2125]
article-headline: সোনাইছড়ি খালে bbox=[981, 125, 1234, 145]
table-cell: দরপত্র আহবানের সূত্র ও তারিখ bbox=[90, 1962, 340, 1982]
table-cell: ২। bbox=[46, 1910, 90, 1943]
table-row: ০২। অফিস সহকারী কাম কম্পিউটার মুদ্রাক্ষরিক (গ্রেড-১৬) ০১ ১৮-৩০ বছর মাধ্যমিক স্কুল সার্টিফিকেট বা সমমানের পরীক্ষায় উত্তীর্ণ। কম্পিউটার টাইপে মিনিটে ৩০ শব্দ গতিসম্পন্ন ও অন্যান্য ৩৫ শব্দ লিখনের গতি। bbox=[46, 1481, 775, 1519]
condition-item: ১২। কর্তৃপক্ষ কোন প্রকার কারণ দর্শানো ব্যতিরেকে যে কোন বা সকল আবেদন বাতিল করার ক্ষমতা সংরক্ষণ করেন। bbox=[817, 1964, 1266, 1976]
table-cell: দরপত্র গ্রহণের শেষ তারিখ ও সময় bbox=[90, 2020, 340, 2039]
article-headline: বার্ষিক ক্ষতি তিন bbox=[981, 314, 1234, 333]
article-headline: ইসির ভোটার তালিকা bbox=[1250, 234, 1536, 253]
column-5 bbox=[1250, 121, 1536, 1226]
table-cell: ৫। bbox=[818, 1717, 864, 1739]
table-header: বয়সসীমা bbox=[354, 1422, 451, 1444]
table-header: বেতন স্কেল bbox=[1036, 1448, 1125, 1485]
table-cell: ৯৩০০-২২৪৯০ bbox=[1036, 1641, 1125, 1679]
table-header: শিক্ষাগত যোগ্যতা ও অভিজ্ঞতা bbox=[1125, 1448, 1377, 1485]
table-row bbox=[46, 1910, 775, 1943]
article-headline: পণের মোড়কে bbox=[756, 409, 965, 428]
table-cell: সাঁটলিপিকার bbox=[864, 1485, 969, 1571]
table-cell: ০২ (দুই)টি bbox=[969, 1717, 1036, 1739]
signer-name: ড. মোঃ হোসেন সোহরাব bbox=[674, 1712, 770, 1723]
condition-item: ১। আগ্রহী প্রার্থীগণকে প্রধান নির্বাহী কর্মকর্তা, জেলা পরিষদ, শরীয়তপুর বরাবর স্বহস্তে লিখিত আবেদন করতে হবে। আবেদনে (ক) প্রার্থীর নাম (খ) পিতার নাম (গ) মাতার নাম (ঘ) স্থায়ী ঠিকানা (ঙ) বর্তমান ঠিকানা (চ) জন্ম তারিখ (ছ) শিক্ষাগত যোগ্যতা উল্লেখ করতে হবে। bbox=[817, 1746, 1516, 1772]
table-cell: দরপত্র বিক্রির শেষ তারিখ bbox=[90, 2001, 340, 2020]
table-cell: ৩৯.০২.০০০০.০৩২.১৪.০০৩.২০১৮/৯০ তারিখ: ২৬/০২/২০১৮ খ্রি: bbox=[340, 1962, 775, 1982]
table-cell: ১১। bbox=[46, 2125, 90, 2144]
condition-item: ৪। চাকুরীরত প্রার্থীদের আবেদনপত্র যথাযথ কর্তৃপক্ষের মাধ্যমে নির্ধারিত তারিখের মধ্যে প্রেরণ করতে হবে। bbox=[817, 1835, 1229, 1847]
table-cell: ১৩। bbox=[46, 2163, 90, 2183]
table-cell: ২৫/০৩/২০১৮ ইং তারিখ অফিস চলাকালীন সময় পর্যন্ত bbox=[340, 2001, 775, 2020]
article-headline: রাজন হত্যায় bbox=[756, 125, 965, 145]
table-row bbox=[46, 1962, 775, 1982]
table-cell: 'ইনস্টিটিউট অব বায়োইকুইভ্যালেন্স স্টাডিজ এন্ড ফার্মাসিউটিক্যাল সাইন্সেস প্রতিষ্ঠাকরণ' শীর্ষক প্রকল্প, বিসিএসআইআর, ঢাকা bbox=[340, 1910, 775, 1943]
table-cell: দরদাতার যোগ্যতা bbox=[90, 2092, 340, 2125]
table-cell: মাধ্যমিক স্কুল সার্টিফিকেট অথবা সমমানের শিক্ষাগত যোগ্যতা ও বৈধ ড্রাইভিং লাইসেন্সধারী হতে হবে। bbox=[1125, 1679, 1377, 1717]
memo-date: তারিখ: ১৬.০২.২০১৮ খ্রি: bbox=[671, 1312, 775, 1324]
table-cell: ১৮-৩০ বছর (মুক্তিযোদ্ধা ও শহীদ মুক্তিযোদ্ধার সন্তানদের ক্ষেত্রে ৩২ বছর পর্যন্ত বয়স শিথিলযোগ্য) bbox=[1377, 1485, 1523, 1571]
table-cell: সরকার কর্তৃক অনুমোদিত সার্ভে ইনস্টিটিউট হতে সার্ভে কোর্সে উত্তীর্ণ। bbox=[1125, 1641, 1377, 1679]
table-cell: দরপত্র বিক্রি/গ্রহণ/খোলার স্থানের নাম ও ঠিকানা bbox=[90, 2059, 340, 2092]
article-body: (পেছনের পৃষ্ঠার পর) সন্ত্রাসীরা তাকে লক্ষ্য করে হামলা চালায়। গুরুতর আহত অবস্থায় তাকে হাসপাতালে নেওয়া হলে কর্তব্যরত চিকিৎসক মৃত ঘোষণা করেন। পুলিশ জানায়, পূর্বশত্রুতার জেরে এ হত্যাকাণ্ড ঘটেছে। জড়িতদের শনাক্ত করা হয়েছে। তাদের গ্রেফতারে অভিযান চলছে। সন্ত্রাসীরা তাকে লক্ষ্য করে হামলা চালায়। গুরুতর আহত অবস্থায় তাকে হাসপাতালে নেওয়া হলে কর্তব্যরত চিকিৎসক মৃত ঘোষণা করেন। পুলিশ জানায়, পূর্বশত্রুতার জেরে এ হত্যাকাণ্ড ঘটেছে। জড়িতদের শনাক্ত করা হয়েছে। তাদের গ্রেফতারে অভিযান চলছে। bbox=[756, 257, 965, 402]
table-cell: ৩। bbox=[818, 1641, 864, 1679]
section-title: খবর bbox=[781, 29, 844, 70]
table-row bbox=[46, 1891, 775, 1910]
table-header: নূন্যতম শিক্ষাগত যোগ্যতা ও অভিজ্ঞতা bbox=[451, 1422, 775, 1444]
conditions-list bbox=[817, 1745, 1523, 1977]
table-row: ১৫। সংগ্রাহক সত্তা যে কোন দরপত্র গ্রহণ বা বাতিলের ক্ষমতা সংরক্ষণ করেন। bbox=[46, 2266, 775, 2288]
page-number: ৬ bbox=[48, 15, 93, 97]
table-row bbox=[46, 1943, 775, 1962]
table-cell: ১০। bbox=[46, 2092, 90, 2125]
article-headline: হুন্ডিই অনুমোদন bbox=[981, 501, 1234, 520]
org-name: 'ইনস্টিটিউট অব বায়োইকুইভ্যালেন্স স্টাডিজ এন্ড ফার্মাসিউটিক্যাল সাইন্সেস প্রতিষ্ঠাকরণ'-প্রকল্প bbox=[231, 1256, 686, 1271]
table-cell: ০১ (এক)টি bbox=[969, 1641, 1036, 1679]
signer-role: প্রকল্প পরিচালক bbox=[692, 2321, 753, 2332]
masthead bbox=[32, 16, 1536, 107]
table-row bbox=[46, 2039, 775, 2059]
table-cell: ৬। bbox=[46, 2001, 90, 2020]
table-row bbox=[46, 2020, 775, 2039]
table-cell: মালামালের সংক্ষিপ্ত বিবরণ bbox=[90, 2125, 340, 2144]
table-cell: গাড়ী ভাড়া bbox=[340, 1943, 775, 1962]
tender-advertisement-bcsir bbox=[32, 1768, 788, 2355]
table-cell: দরপত্র খোলার তারিখ ও সময় bbox=[90, 2039, 340, 2059]
table-cell: অষ্টম শ্রেণি পাস। bbox=[1125, 1717, 1377, 1739]
article-body: (প্রথম পৃষ্ঠার পর) আমাদের প্রত্যাশা সবাই গণতান্ত্রিক প্রক্রিয়ায় অংশ নেবেন। নির্বাচনের মাধ্যমেই ক্ষমতার পরিবর্তন হবে। জনগণই ক্ষমতার উৎস। দেশের উন্নয়নের ধারা অব্যাহত রাখতে সবার সহযোগিতা প্রয়োজন। আমাদের প্রত্যাশা সবাই গণতান্ত্রিক প্রক্রিয়ায় অংশ নেবেন। নির্বাচনের মাধ্যমেই ক্ষমতার পরিবর্তন হবে। জনগণই ক্ষমতার উৎস। দেশের উন্নয়নের ধারা অব্যাহত রাখতে সবার সহযোগিতা প্রয়োজন। আমাদের প্রত্যাশা সবাই গণতান্ত্রিক প্রক্রিয়ায় অংশ নেবেন। নির্বাচনের মাধ্যমেই ক্ষমতার পরিবর্তন হবে। জনগণই ক্ষমতার উৎস। দেশের উন্নয়নের ধারা অব্যাহত রাখতে সবার সহযোগিতা প্রয়োজন। আমাদের প্রত্যাশা সবাই গণতান্ত্রিক প্রক্রিয়ায় অংশ নেবেন। নির্বাচনের মাধ্যমেই ক্ষমতার পরিবর্তন হবে। জনগণই ক্ষমতার উৎস। দেশের উন্নয়নের ধারা অব্যাহত রাখতে সবার সহযোগিতা প্রয়োজন। — নিজস্ব প্রতিবেদক bbox=[1250, 566, 1536, 725]
article-body: (শেষের পৃষ্ঠার পর) বিশেষজ্ঞরা বলছেন, যথাযথ পরিকল্পনার অভাবে প্রতি বছর বিপুল পরিমাণ আর্থিক ক্ষতি হচ্ছে। এ ক্ষতি কমাতে সমন্বিত উদ্যোগ প্রয়োজন। সংশ্লিষ্ট মন্ত্রণালয় বিষয়টি নিয়ে কাজ করছে বলে জানা গেছে। গবেষণা প্রতিবেদনে বলা হয়েছে, অবকাঠামো উন্নয়ন ও প্রযুক্তির ব্যবহার বাড়ানো গেলে ক্ষতির পরিমাণ অনেকাংশে কমানো সম্ভব। বিশেষজ্ঞরা বলছেন, যথাযথ পরিকল্পনার অভাবে প্রতি বছর বিপুল পরিমাণ আর্থিক ক্ষতি হচ্ছে। এ ক্ষতি কমাতে সমন্বিত উদ্যোগ প্রয়োজন। সংশ্লিষ্ট মন্ত্রণালয় বিষয়টি নিয়ে কাজ করছে বলে জানা গেছে। গবেষণা প্রতিবেদনে বলা হয়েছে, অবকাঠামো উন্নয়ন ও প্রযুক্তির ব্যবহার বাড়ানো গেলে ক্ষতির পরিমাণ অনেকাংশে কমানো সম্ভব। bbox=[981, 337, 1234, 495]
table-row: ০১। হিসাব রক্ষক (গ্রেড-১১) ০১ ১৮-৩০ বছর স্বীকৃত কোন বিশ্ববিদ্যালয় থেকে বি.কম, বা সমমানের ডিগ্রি। কম্পিউটার চালনায় অভিজ্ঞতা থাকতে হবে। bbox=[46, 1444, 775, 1481]
table-row bbox=[46, 2001, 775, 2020]
table-header: দরপত্র জামানত bbox=[516, 2207, 638, 2228]
table-cell: যে কারণে দরপত্র আহবান bbox=[90, 1943, 340, 1962]
table-cell: দরপত্র দলিলের মূল্য bbox=[90, 2163, 340, 2183]
signer-phone: ফোন: ০২৭১০২১২৫৪ bbox=[678, 1736, 767, 1748]
ad-reference: জি-২৯০/১৮ (৫" × ৪) bbox=[45, 1735, 129, 1745]
table-cell: ভাড়ায় চালিত ১ (এক) টি মাইক্রোবাস bbox=[340, 2125, 775, 2144]
table-row bbox=[46, 2059, 775, 2092]
